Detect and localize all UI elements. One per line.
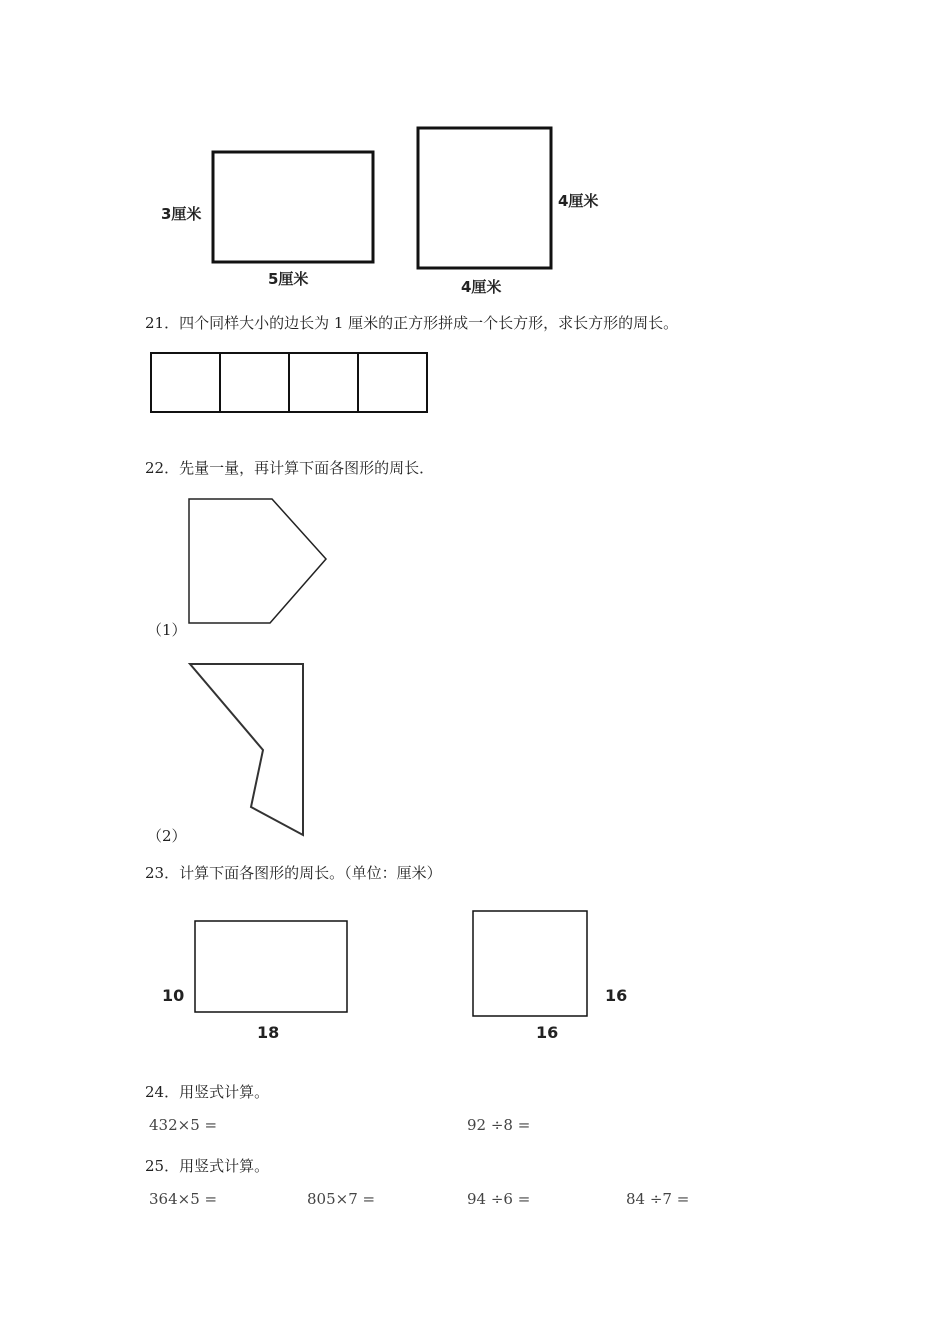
question-text: 先量一量，再计算下面各图形的周长．: [179, 459, 435, 477]
question-number: 25．: [145, 1157, 180, 1175]
question-text: 用竖式计算。: [179, 1083, 270, 1101]
question-24: [145, 1081, 269, 1102]
question-25: [145, 1155, 269, 1176]
calc-item: 94 ÷6 =: [467, 1190, 531, 1208]
question-number: 21．: [145, 314, 180, 332]
q23-square-width: 16: [536, 1023, 559, 1042]
calc-item: 364×5 =: [149, 1190, 218, 1208]
calc-item: 805×7 =: [307, 1190, 376, 1208]
q23-square-height: 16: [605, 986, 628, 1005]
rect-b-width-label: 4厘米: [461, 278, 502, 296]
calc-item: 432×5 =: [149, 1116, 218, 1134]
figure-2-label: （2）: [147, 827, 187, 845]
question-text: 计算下面各图形的周长。（单位：厘米）: [179, 864, 442, 882]
question-number: 23．: [145, 864, 180, 882]
rect-a-width-label: 5厘米: [268, 270, 309, 288]
calc-item: 84 ÷7 =: [626, 1190, 690, 1208]
calc-item: 92 ÷8 =: [467, 1116, 531, 1134]
rect-b-height-label: 4厘米: [558, 192, 599, 210]
question-text: 用竖式计算。: [179, 1157, 270, 1175]
q23-rect-width: 18: [257, 1023, 280, 1042]
figure-1-label: （1）: [147, 621, 187, 639]
q23-square: [473, 911, 587, 1016]
question-number: 22．: [145, 459, 180, 477]
rect-a-height-label: 3厘米: [161, 205, 202, 223]
question-text: 四个同样大小的边长为 1 厘米的正方形拼成一个长方形，求长方形的周长。: [179, 314, 679, 332]
question-number: 24．: [145, 1083, 180, 1101]
q23-rectangle: [195, 921, 347, 1012]
q23-rect-height: 10: [162, 986, 185, 1005]
